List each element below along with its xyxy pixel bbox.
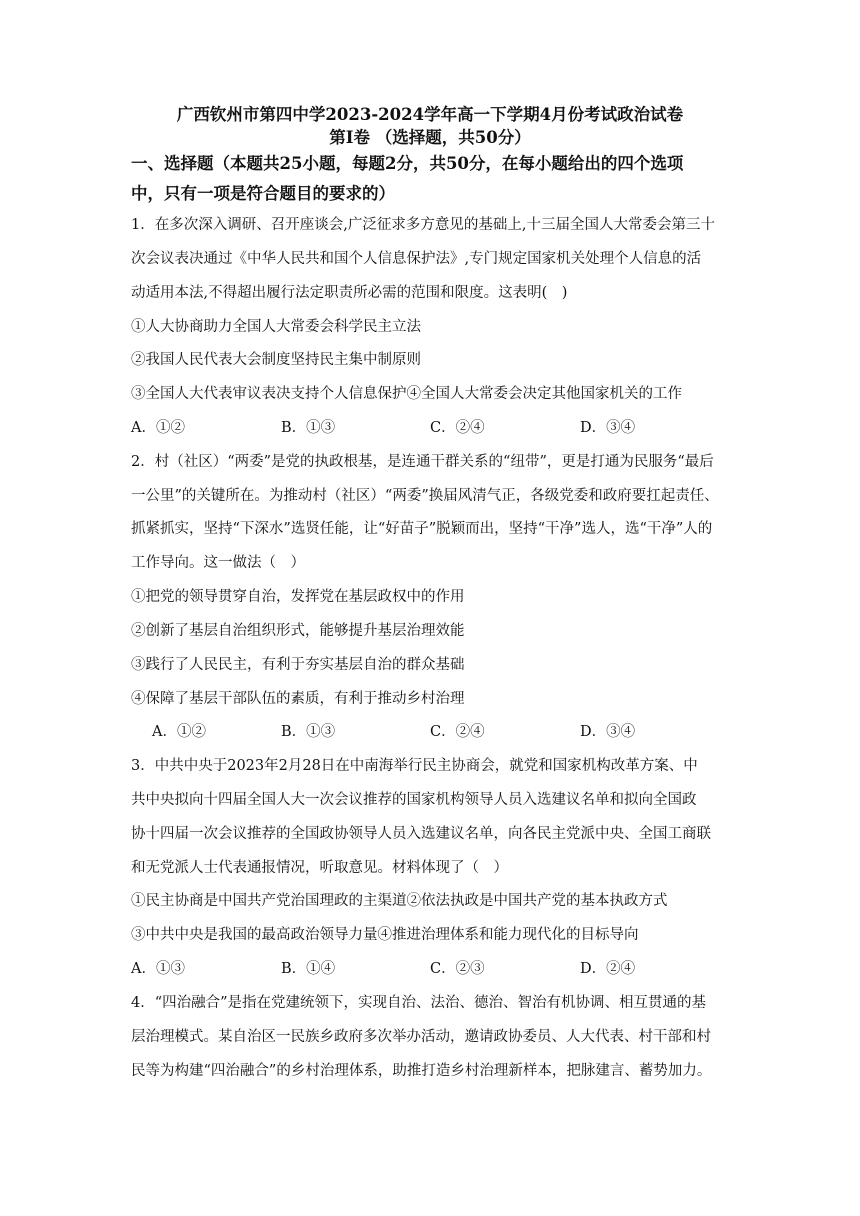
option-b: B．①③ — [281, 420, 336, 436]
section-heading-line-1: 一、选择题（本题共25小题，每题2分，共50分，在每小题给出的四个选项 — [131, 154, 684, 173]
option-c: C．②④ — [430, 724, 485, 740]
question-3-stem-line: 和无党派人士代表通报情况，听取意见。材料体现了（ ） — [131, 860, 508, 876]
question-1-statement: ②我国人民代表大会制度坚持民主集中制原则 — [131, 352, 421, 368]
part-heading: 第I卷 （选择题，共50分） — [329, 128, 531, 147]
question-2-statement: ④保障了基层干部队伍的素质，有利于推动乡村治理 — [131, 691, 465, 707]
question-4-stem-line: 民等为构建“四治融合”的乡村治理体系，助推打造乡村治理新样本，把脉建言、蓄势加力。 — [131, 1063, 712, 1079]
option-a: A．①② — [152, 724, 206, 740]
question-4-stem-line: 4．“四治融合”是指在党建统领下，实现自治、法治、德治、智治有机协调、相互贯通的基 — [131, 995, 707, 1011]
option-a: A．①② — [131, 420, 185, 436]
question-3-stem-line: 共中央拟向十四届全国人大一次会议推荐的国家机构领导人员入选建议名单和拟向全国政 — [131, 792, 697, 808]
section-heading-line-2: 中，只有一项是符合题目的要求的） — [131, 184, 395, 203]
question-2-stem-line: 工作导向。这一做法（ ） — [131, 555, 305, 571]
option-b: B．①④ — [281, 961, 336, 977]
question-2-statement: ①把党的领导贯穿自治，发挥党在基层政权中的作用 — [131, 589, 465, 605]
question-3-statement: ①民主协商是中国共产党治国理政的主渠道②依法执政是中国共产党的基本执政方式 — [131, 893, 668, 909]
question-3-stem-line: 3．中共中央于2023年2月28日在中南海举行民主协商会，就党和国家机构改革方案、中 — [131, 758, 698, 774]
question-2-stem-line: 抓紧抓实，坚持“下深水”选贤任能，让“好苗子”脱颖而出，坚持“干净”选人，选“干净”人的 — [131, 521, 713, 537]
option-b: B．①③ — [281, 724, 336, 740]
question-3-statement: ③中共中央是我国的最高政治领导力量④推进治理体系和能力现代化的目标导向 — [131, 927, 639, 943]
question-1-stem-line: 动适用本法,不得超出履行法定职责所必需的范围和限度。这表明( ) — [131, 285, 568, 301]
question-1-stem-line: 次会议表决通过《中华人民共和国个人信息保护法》,专门规定国家机关处理个人信息的活 — [131, 251, 702, 267]
question-2-statement: ③践行了人民民主，有利于夯实基层自治的群众基础 — [131, 657, 465, 673]
question-3-stem-line: 协十四届一次会议推荐的全国政协领导人员入选建议名单，向各民主党派中央、全国工商联 — [131, 826, 711, 842]
option-d: D．③④ — [580, 724, 636, 740]
option-d: D．②④ — [580, 961, 636, 977]
question-2-stem-line: 2．村（社区）“两委”是党的执政根基，是连通干群关系的“纽带”，更是打通为民服务“最后 — [131, 454, 714, 470]
exam-title: 广西钦州市第四中学2023-2024学年高一下学期4月份考试政治试卷 — [176, 105, 684, 124]
option-d: D．③④ — [580, 420, 636, 436]
question-1-stem-line: 1．在多次深入调研、召开座谈会,广泛征求多方意见的基础上,十三届全国人大常委会第三十 — [131, 217, 715, 233]
question-2-stem-line: 一公里”的关键所在。为推动村（社区）“两委”换届风清气正，各级党委和政府要扛起责任、 — [131, 488, 719, 504]
question-4-stem-line: 层治理模式。某自治区一民族乡政府多次举办活动，邀请政协委员、人大代表、村干部和村 — [131, 1029, 711, 1045]
question-1-statement: ①人大协商助力全国人大常委会科学民主立法 — [131, 319, 421, 335]
question-2-statement: ②创新了基层自治组织形式，能够提升基层治理效能 — [131, 623, 465, 639]
option-c: C．②③ — [430, 961, 485, 977]
question-1-statement: ③全国人大代表审议表决支持个人信息保护④全国人大常委会决定其他国家机关的工作 — [131, 386, 682, 402]
option-c: C．②④ — [430, 420, 485, 436]
option-a: A．①③ — [131, 961, 185, 977]
